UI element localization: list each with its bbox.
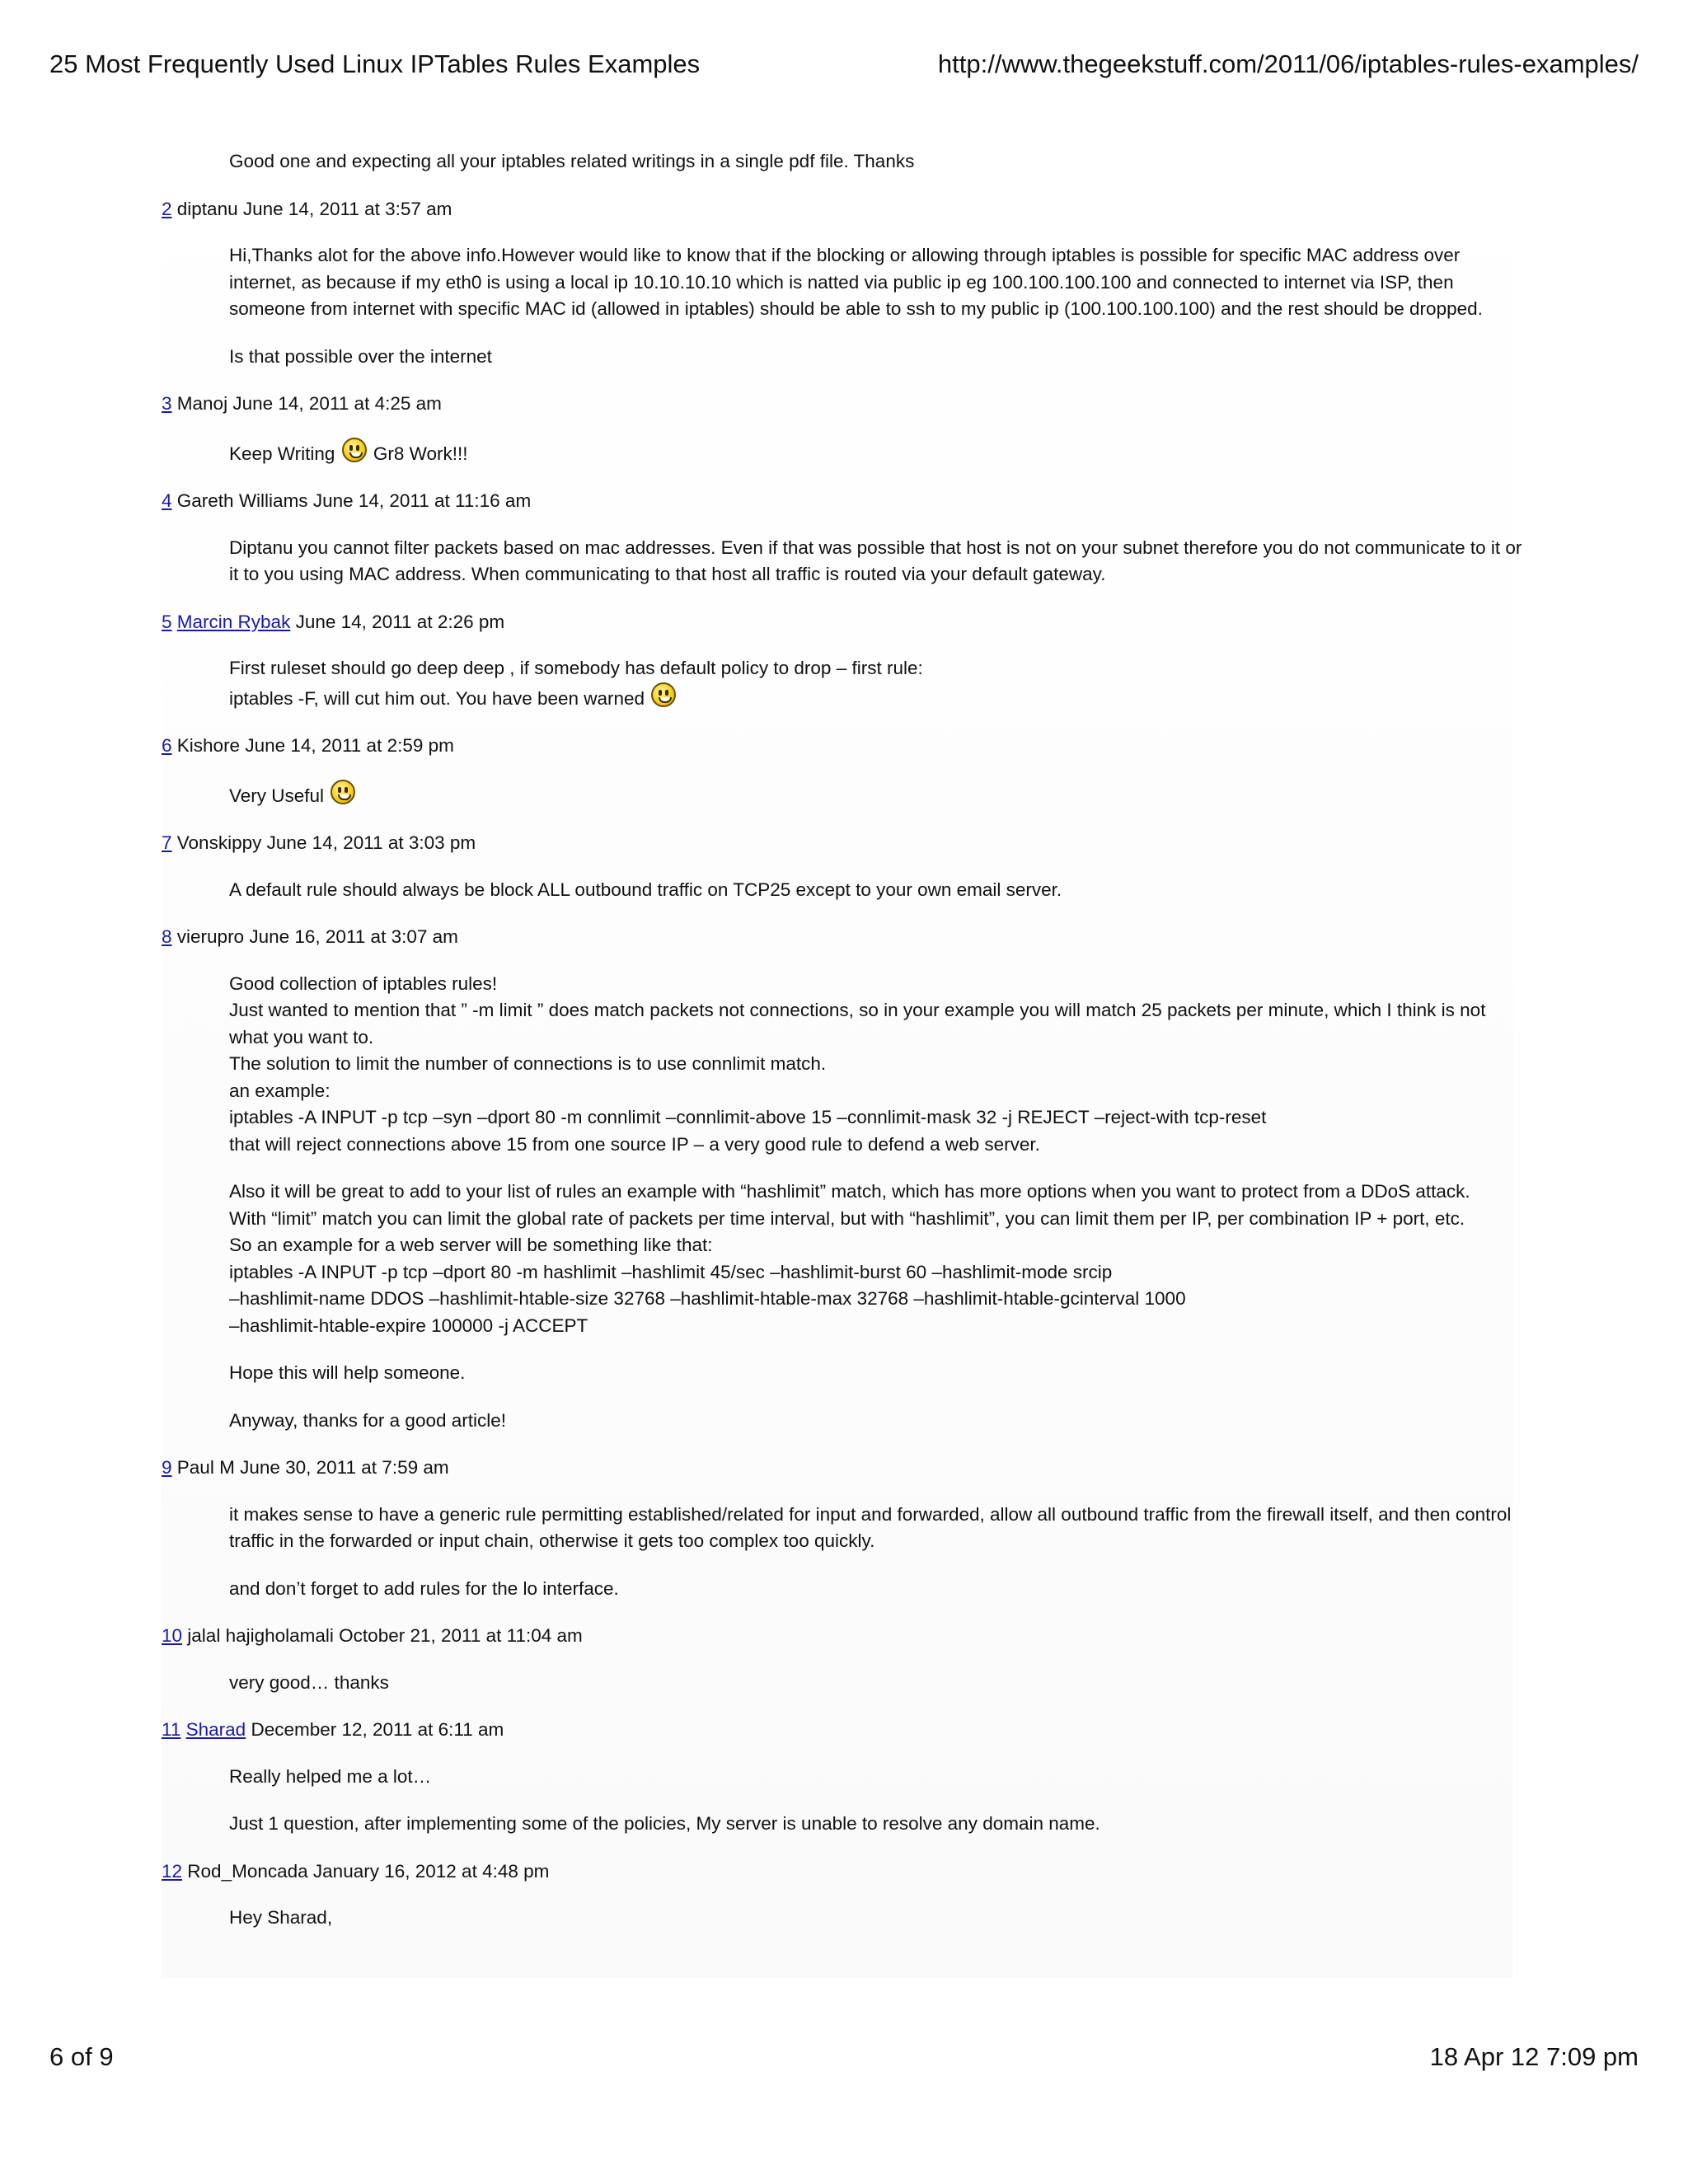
smiley-icon [331,780,355,804]
comment [162,830,1513,903]
comment-header [162,1623,1513,1650]
comment-body [229,971,1523,1435]
comment-header [162,196,1513,223]
comment-date: January 16, 2012 at 4:48 pm [312,1860,550,1882]
comment-paragraph: it makes sense to have a generic rule permitting established/related for input and forwarded, allow all outbound traffic from the firewall itself, and then control traffic in the forwarded or input chain, otherwise it gets too complex too quickly. [229,1503,1512,1551]
comment-header [162,609,1513,636]
comment-date: June 16, 2011 at 3:07 am [249,926,458,947]
comment [162,391,1513,467]
comment-author: Rod_Moncada [187,1860,308,1882]
comment-header [162,391,1513,418]
comment-paragraph: and don’t forget to add rules for the lo interface. [229,1577,619,1599]
comment-header [162,1455,1513,1482]
comment-author: jalal hajigholamali [187,1625,334,1646]
comment-paragraph: Is that possible over the internet [229,345,492,367]
comment [162,1717,1513,1838]
page-number: 6 of 9 [49,2042,114,2071]
comment-date: October 21, 2011 at 11:04 am [339,1625,583,1646]
comment-author: Kishore [176,735,241,756]
comment-body [229,148,1513,176]
comment-author: Vonskippy [176,832,262,853]
comment-paragraph: Also it will be great to add to your list of rules an example with “hashlimit” match, which has more options when you want to protect from a DDoS attack. With “limit” match you can limit the global rate of packets per time interval, but with “hashlimit”, you can limit them per IP, per combination IP + port, etc. So an example for a web server will be something like that: iptables -A INPUT -p tcp –dport 80 -m hashlimit –hashlimit 45/sec –hashlimit-burst 60 –hashlimit-mode srcip –hashlimit-name DDOS –hashlimit-htable-size 32768 –hashlimit-htable-max 32768 –hashlimit-htable-gcinterval 1000 –hashlimit-htable-expire 100000 -j ACCEPT [229,1181,1470,1336]
comment-body [229,438,1523,468]
comment-paragraph: Keep Writing Gr8 Work!!! [229,438,1523,468]
comment-number-link[interactable]: 5 [162,611,172,632]
comment-header [162,733,1513,760]
comment-author: Manoj [176,393,228,414]
comment [162,1858,1513,1932]
comment-date: June 14, 2011 at 11:16 am [312,490,532,511]
smiley-icon [651,682,676,707]
comment-number-link[interactable]: 7 [162,832,172,853]
comment-paragraph: Good one and expecting all your iptables related writings in a single pdf file. Thanks [229,151,915,171]
comment-date: June 14, 2011 at 4:25 am [232,393,442,414]
comment-body [229,1905,1523,1932]
comment-number-link[interactable]: 9 [162,1457,172,1478]
comment-date: June 14, 2011 at 2:59 pm [245,735,454,756]
document-url: http://www.thegeekstuff.com/2011/06/iptables-rules-examples/ [937,49,1639,78]
comment-body [229,877,1523,904]
comment-number-link[interactable]: 4 [162,490,172,511]
smiley-icon [342,438,367,462]
comment-paragraph: Really helped me a lot… [229,1765,432,1787]
comment-number-link[interactable]: 3 [162,393,172,414]
comment-header [162,1858,1513,1886]
comment [162,196,1513,371]
comment-date: June 14, 2011 at 3:57 am [242,198,452,219]
comment-date: December 12, 2011 at 6:11 am [251,1719,504,1740]
print-datetime: 18 Apr 12 7:09 pm [1429,2042,1639,2071]
document-title: 25 Most Frequently Used Linux IPTables Rules Examples [49,49,701,78]
comment-paragraph: Hi,Thanks alot for the above info.However would like to know that if the blocking or allowing through iptables is possible for specific MAC address over internet, as because if my eth0 is using a local ip 10.10.10.10 which is natted via public ip eg 100.100.100.100 and connected to internet via ISP, then someone from internet with specific MAC id (allowed in iptables) should be able to ssh to my public ip (100.100.100.100) and the rest should be dropped. [229,245,1483,319]
comment [162,1623,1513,1696]
comment-author-link[interactable]: Marcin Rybak [176,611,291,632]
comment-number-link[interactable]: 6 [162,735,172,756]
comment-body [229,1764,1523,1838]
comment-paragraph: Hey Sharad, [229,1907,333,1928]
comment [162,488,1522,588]
comment-author: vierupro [176,926,245,947]
comment-header [162,830,1513,857]
comment-body [229,1502,1523,1603]
comment-number-link[interactable]: 8 [162,926,172,947]
comment-author: diptanu [176,198,238,219]
comment-number-link[interactable]: 12 [162,1860,183,1882]
comment-number-link[interactable]: 2 [162,198,172,219]
comment-number-link[interactable]: 10 [162,1625,183,1646]
comment-paragraph: very good… thanks [229,1671,389,1693]
comment [162,609,1513,713]
page-header [49,49,1639,79]
page-footer [49,2042,1639,2072]
comment [162,924,1513,1434]
comment-header [162,924,1513,951]
comment-number-link[interactable]: 11 [162,1719,181,1740]
comment-header [162,488,1513,515]
comment-paragraph: Very Useful [229,780,1523,810]
comment-date: June 14, 2011 at 3:03 pm [266,832,476,853]
comment-body [229,780,1523,810]
comment-list [162,148,1522,1952]
comment [162,733,1513,809]
comment-paragraph: Diptanu you cannot filter packets based on mac addresses. Even if that was possible that host is not on your subnet therefore you do not communicate to it or it to you using MAC address. When communicating to that host all traffic is routed via your default gateway. [229,537,1522,584]
comment-author: Paul M [176,1457,235,1478]
comment-paragraph: First ruleset should go deep deep , if somebody has default policy to drop – first rule: iptables -F, will cut him out. You have been warned [229,658,923,709]
comment-paragraph: Just 1 question, after implementing some of the policies, My server is unable to resolve any domain name. [229,1813,1100,1834]
comment [162,1455,1513,1602]
comment-body [229,1670,1523,1697]
comment-paragraph: A default rule should always be block ALL outbound traffic on TCP25 except to your own email server. [229,879,1062,900]
comment-paragraph: Hope this will help someone. [229,1362,466,1383]
comment-body [229,535,1523,588]
comment-author-link[interactable]: Sharad [185,1719,246,1740]
comment-header [162,1717,1513,1744]
comment-paragraph: Good collection of iptables rules! Just wanted to mention that ” -m limit ” does match packets not connections, so in your example you will match 25 packets per minute, which I think is not what you want to. The solution to limit the number of connections is to use connlimit match. an example: iptables -A INPUT -p tcp –syn –dport 80 -m connlimit –connlimit-above 15 –connlimit-mask 32 -j REJECT –reject-with tcp-reset that will reject connections above 15 from one source IP – a very good rule to defend a web server. [229,972,1486,1155]
comment-paragraph: Anyway, thanks for a good article! [229,1409,507,1431]
comment-body [229,242,1523,370]
comment-body [229,655,1523,712]
comment-author: Gareth Williams [176,490,308,511]
comment-date: June 14, 2011 at 2:26 pm [295,611,505,632]
comment-date: June 30, 2011 at 7:59 am [240,1457,449,1478]
